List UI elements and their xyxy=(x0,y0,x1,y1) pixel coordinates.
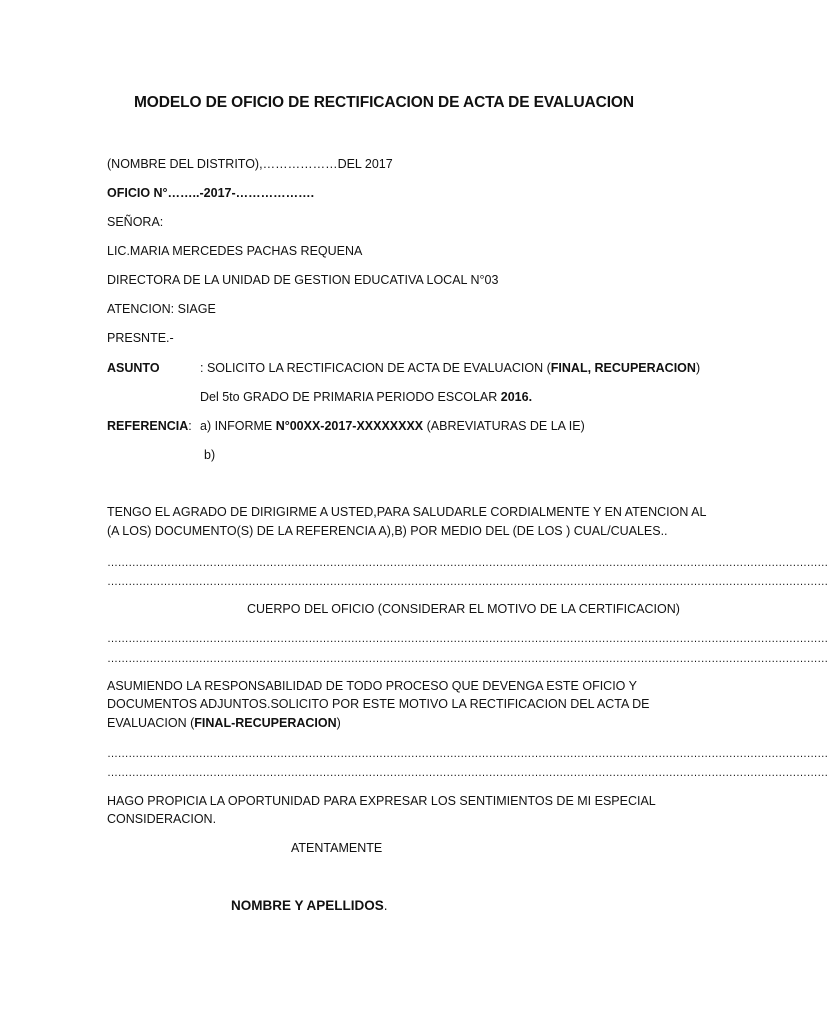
document-title: MODELO DE OFICIO DE RECTIFICACION DE ACTA DE EVALUACION xyxy=(134,94,634,111)
dotted-line: …………………………………………………………………………………………………………………………………………………………………………………… xyxy=(107,557,828,569)
recipient-name: LIC.MARIA MERCEDES PACHAS REQUENA xyxy=(107,244,363,258)
dotted-line: …………………………………………………………………………………………………………………………………………………………………………………… xyxy=(107,748,828,760)
oficio-number: OFICIO N°……..-2017-………………. xyxy=(107,186,315,200)
salutation: SEÑORA: xyxy=(107,215,164,229)
dotted-line: …………………………………………………………………………………………………………………………………………………………………………………… xyxy=(107,653,828,665)
responsibility-line-1: ASUMIENDO LA RESPONSABILIDAD DE TODO PROCESO QUE DEVENGA ESTE OFICIO Y xyxy=(107,679,637,693)
body-intro-line-1: TENGO EL AGRADO DE DIRIGIRME A USTED,PARA SALUDARLE CORDIALMENTE Y EN ATENCION AL xyxy=(107,505,707,519)
referencia-a: a) INFORME N°00XX-2017-XXXXXXXX (ABREVIATURAS DE LA IE) xyxy=(200,419,585,433)
body-center-text: CUERPO DEL OFICIO (CONSIDERAR EL MOTIVO DE LA CERTIFICACION) xyxy=(247,602,680,616)
referencia-b: b) xyxy=(204,448,216,462)
attention-line: ATENCION: SIAGE xyxy=(107,302,216,316)
atentamente: ATENTAMENTE xyxy=(291,841,383,855)
dotted-line: …………………………………………………………………………………………………………………………………………………………………………………… xyxy=(107,767,828,779)
signature-name: NOMBRE Y APELLIDOS. xyxy=(231,898,388,913)
referencia-label: REFERENCIA: xyxy=(107,419,192,433)
responsibility-line-2: DOCUMENTOS ADJUNTOS.SOLICITO POR ESTE MOTIVO LA RECTIFICACION DEL ACTA DE xyxy=(107,697,650,711)
dotted-line: …………………………………………………………………………………………………………………………………………………………………………………… xyxy=(107,633,828,645)
date-line: (NOMBRE DEL DISTRITO),………………DEL 2017 xyxy=(107,157,393,171)
presente-line: PRESNTE.- xyxy=(107,331,174,345)
body-intro-line-2: (A LOS) DOCUMENTO(S) DE LA REFERENCIA A),B) POR MEDIO DEL (DE LOS ) CUAL/CUALES.. xyxy=(107,524,668,538)
responsibility-line-3: EVALUACION (FINAL-RECUPERACION) xyxy=(107,716,341,730)
closing-line-1: HAGO PROPICIA LA OPORTUNIDAD PARA EXPRESAR LOS SENTIMIENTOS DE MI ESPECIAL xyxy=(107,794,656,808)
asunto-label: ASUNTO xyxy=(107,361,160,375)
closing-line-2: CONSIDERACION. xyxy=(107,812,217,826)
asunto-line-1: : SOLICITO LA RECTIFICACION DE ACTA DE EVALUACION (FINAL, RECUPERACION) xyxy=(200,361,701,375)
dotted-line: …………………………………………………………………………………………………………………………………………………………………………………… xyxy=(107,576,828,588)
recipient-title: DIRECTORA DE LA UNIDAD DE GESTION EDUCATIVA LOCAL N°03 xyxy=(107,273,499,287)
asunto-line-2: Del 5to GRADO DE PRIMARIA PERIODO ESCOLAR 2016. xyxy=(200,390,533,404)
